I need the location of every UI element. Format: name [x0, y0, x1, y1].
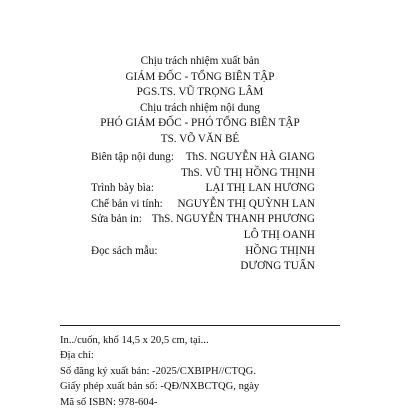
credit-names [152, 212, 315, 243]
credit-row-content-editors [91, 150, 315, 181]
credit-row-proofreading [91, 212, 315, 243]
printing-info-block [60, 333, 380, 410]
credits-list [91, 150, 315, 275]
registration-line: Số đăng ký xuất bản: -2025/CXBIPH//CTQG. [60, 365, 256, 377]
credit-name: DƯƠNG TUẤN [240, 260, 315, 273]
isbn-line: Mã số ISBN: 978-604- [60, 396, 158, 408]
credit-names [178, 197, 315, 213]
responsibility-content-label: Chịu trách nhiệm nội dung [140, 101, 260, 114]
credit-row-typesetting [91, 197, 315, 213]
section-divider [60, 325, 340, 326]
credit-label: Trình bày bìa: [91, 182, 154, 195]
credit-names [206, 181, 315, 197]
address-line: Địa chỉ: [60, 350, 94, 362]
publisher-responsibility-block [0, 54, 400, 148]
deputy-director-title: PHÓ GIÁM ĐỐC - PHÓ TỔNG BIÊN TẬP [100, 117, 300, 130]
deputy-director-name: TS. VÕ VĂN BÉ [160, 132, 240, 145]
credit-label: Đọc sách mẫu: [91, 244, 158, 257]
credit-name: ThS. NGUYỄN THANH PHƯƠNG [151, 213, 315, 226]
credit-name: HỒNG THỊNH [245, 244, 315, 257]
credit-name: ThS. VŨ THỊ HỒNG THỊNH [181, 166, 315, 179]
credit-label: Biên tập nội dung: [91, 151, 174, 163]
credit-name: ThS. NGUYỄN HÀ GIANG [185, 151, 315, 163]
credit-label: Chế bản vi tính: [91, 197, 163, 210]
print-run-line: In../cuốn, khổ 14,5 x 20,5 cm, tại... [60, 335, 209, 346]
credit-names [240, 244, 315, 275]
credit-row-sample-reading [91, 244, 315, 275]
director-name: PGS.TS. VŨ TRỌNG LÂM [136, 86, 264, 99]
responsibility-publishing-label: Chịu trách nhiệm xuất bản [140, 55, 260, 67]
license-line: Giấy phép xuất bản số: -QĐ/NXBCTQG, ngày [60, 381, 260, 393]
credit-name: NGUYỄN THỊ QUỲNH LAN [177, 197, 315, 210]
credit-name: LÔ THỊ OANH [243, 228, 315, 241]
credit-label: Sửa bản in: [91, 213, 142, 226]
credit-name: LẠI THỊ LAN HƯƠNG [205, 182, 315, 195]
credit-names [181, 150, 315, 181]
director-title: GIÁM ĐỐC - TỔNG BIÊN TẬP [125, 70, 275, 83]
credit-row-cover-design [91, 181, 315, 197]
